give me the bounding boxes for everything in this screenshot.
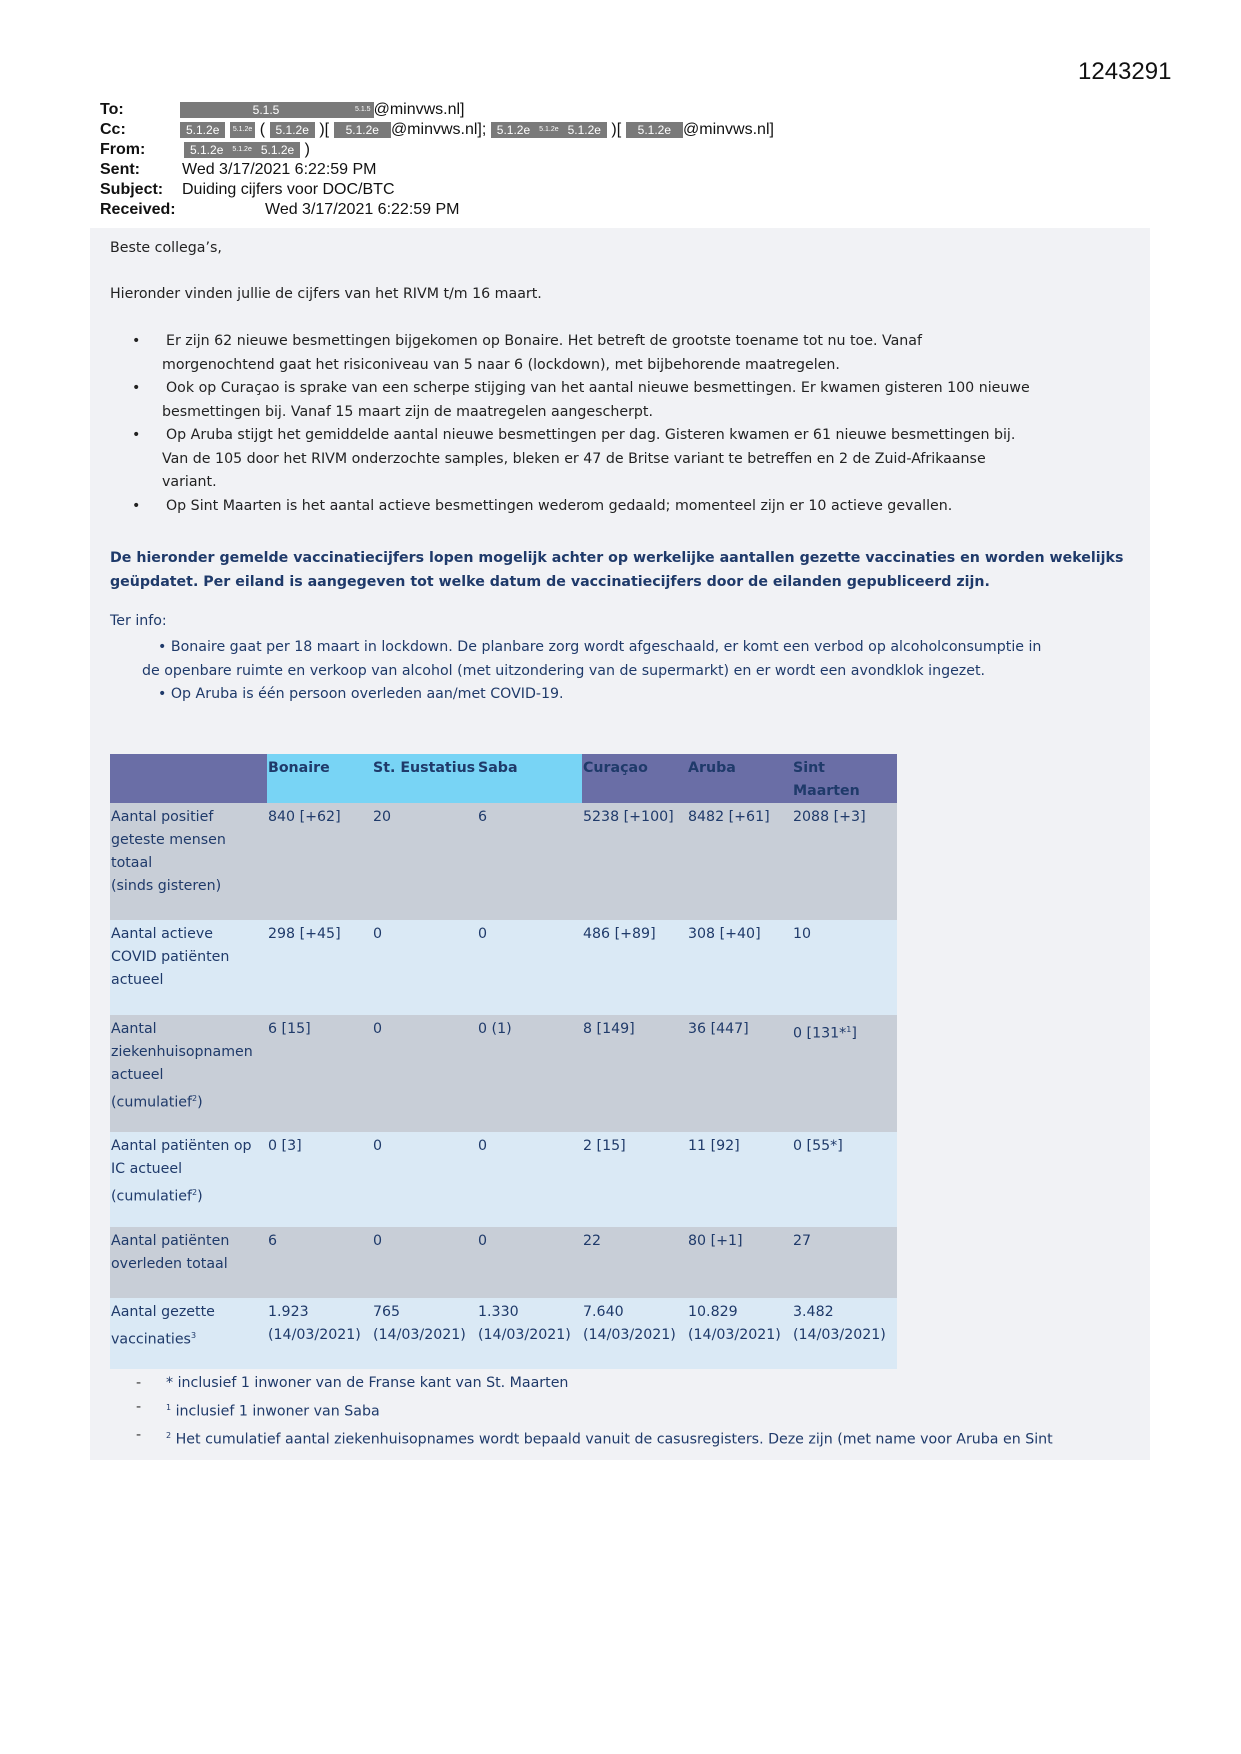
table-cell: 11 [92]: [687, 1132, 792, 1227]
sent-value: Wed 3/17/2021 6:22:59 PM: [182, 161, 377, 178]
redaction: 5.1.2e: [536, 122, 561, 138]
table-row: [110, 1298, 897, 1369]
table-cell: 1.923 (14/03/2021): [267, 1298, 372, 1369]
table-header-cell: St. Eustatius: [372, 754, 477, 803]
table-cell: 22: [582, 1227, 687, 1298]
bullet-item: • Ook op Curaçao is sprake van een scherpe stijging van het aantal nieuwe besmettingen. Er kwamen gisteren 100 nieuwe besmettingen bij. Vanaf 15 maart zijn de maatregelen aangescherpt.: [132, 380, 1030, 420]
footnote: - $^2$ Het cumulatief aantal ziekenhuisopnames wordt bepaald vanuit de casusregisters. Deze zijn (met name voor Aruba en Sint: [136, 1426, 1053, 1448]
update-bullets: [120, 330, 1120, 518]
ter-info-label: Ter info:: [110, 613, 167, 629]
redaction: 5.1.2e: [184, 142, 229, 158]
sent-label: Sent:: [100, 161, 140, 178]
table-cell: 0: [477, 1227, 582, 1298]
covid-figures-table: [110, 754, 897, 1369]
redaction: 5.1.2e: [562, 122, 607, 138]
redaction: 5.1.2e: [255, 142, 300, 158]
row-label: Aantal gezette vaccinaties$^3$: [110, 1298, 267, 1369]
from-label: From:: [100, 141, 146, 158]
table-cell: 80 [+1]: [687, 1227, 792, 1298]
table-header-cell: [110, 754, 267, 803]
table-cell: 8482 [+61]: [687, 803, 792, 920]
to-domain: @minvws.nl]: [373, 101, 465, 118]
table-cell: 6: [267, 1227, 372, 1298]
redaction: 5.1.2e: [229, 142, 254, 158]
table-row: [110, 920, 897, 1015]
received-value: Wed 3/17/2021 6:22:59 PM: [265, 201, 460, 218]
subject-label: Subject:: [100, 181, 164, 198]
table-cell: 298 [+45]: [267, 920, 372, 1015]
bullet-item: • Op Sint Maarten is het aantal actieve besmettingen wederom gedaald; momenteel zijn er 10 actieve gevallen.: [132, 497, 953, 514]
intro-text: Hieronder vinden jullie de cijfers van het RIVM t/m 16 maart.: [110, 286, 542, 302]
row-label: Aantal actieve COVID patiënten actueel: [110, 920, 267, 1015]
table-header-row: [110, 754, 897, 803]
table-cell: 0 [131*$^1$]: [792, 1015, 897, 1132]
table-header-cell: Aruba: [687, 754, 792, 803]
redaction: 5.1.2e: [334, 122, 391, 138]
redaction: 5.1.2e: [180, 122, 225, 138]
table-cell: 0 [55*]: [792, 1132, 897, 1227]
cc-domain-2: @minvws.nl]: [683, 121, 774, 138]
table-cell: 2 [15]: [582, 1132, 687, 1227]
table-header-cell: Bonaire: [267, 754, 372, 803]
table-cell: 36 [447]: [687, 1015, 792, 1132]
greeting: Beste collega’s,: [110, 240, 222, 256]
table-cell: 27: [792, 1227, 897, 1298]
table-cell: 765 (14/03/2021): [372, 1298, 477, 1369]
table-cell: 0: [372, 1015, 477, 1132]
table-cell: 10.829 (14/03/2021): [687, 1298, 792, 1369]
footnote: - $^1$ inclusief 1 inwoner van Saba: [136, 1398, 380, 1420]
bullet-item: • Er zijn 62 nieuwe besmettingen bijgekomen op Bonaire. Het betreft de grootste toename tot nu toe. Vanaf morgenochtend gaat het risiconiveau van 5 naar 6 (lockdown), met bijbehorende maatregelen.: [132, 333, 922, 373]
table-row: [110, 1015, 897, 1132]
row-label: Aantal ziekenhuisopnamen actueel (cumulatief$^2$): [110, 1015, 267, 1132]
table-cell: 3.482 (14/03/2021): [792, 1298, 897, 1369]
vaccination-note: De hieronder gemelde vaccinatiecijfers lopen mogelijk achter op werkelijke aantallen gezette vaccinaties en worden wekelijks geüpdatet. Per eiland is aangegeven tot welke datum de vaccinatiecijfers door de eilanden gepubliceerd zijn.: [110, 550, 1124, 590]
document-number: 1243291: [1078, 58, 1172, 85]
table-cell: 5238 [+100]: [582, 803, 687, 920]
table-cell: 6 [15]: [267, 1015, 372, 1132]
table-cell: 308 [+40]: [687, 920, 792, 1015]
table-cell: 840 [+62]: [267, 803, 372, 920]
redaction: 5.1.5: [352, 102, 374, 118]
table-cell: 1.330 (14/03/2021): [477, 1298, 582, 1369]
table-cell: 0: [372, 1227, 477, 1298]
table-row: [110, 1132, 897, 1227]
table-row: [110, 803, 897, 920]
table-cell: 8 [149]: [582, 1015, 687, 1132]
redaction: 5.1.2e: [491, 122, 536, 138]
redaction: 5.1.2e: [230, 122, 255, 138]
to-label: To:: [100, 101, 124, 118]
cc-domain-1: @minvws.nl];: [390, 121, 487, 138]
redaction: 5.1.2e: [626, 122, 683, 138]
table-cell: 6: [477, 803, 582, 920]
table-cell: 0: [477, 920, 582, 1015]
cc-label: Cc:: [100, 121, 126, 138]
table-cell: 0: [372, 920, 477, 1015]
footnotes: [136, 1372, 1053, 1452]
table-cell: 7.640 (14/03/2021): [582, 1298, 687, 1369]
table-cell: 20: [372, 803, 477, 920]
info-item: • Bonaire gaat per 18 maart in lockdown. De planbare zorg wordt afgeschaald, er komt een verbod op alcoholconsumptie in de openbare ruimte en verkoop van alcohol (met uitzondering van de supermarkt) en er wordt een avondklok ingezet.: [142, 639, 1042, 679]
info-item: • Op Aruba is één persoon overleden aan/met COVID-19.: [158, 686, 564, 702]
table-cell: 486 [+89]: [582, 920, 687, 1015]
footnote: - * inclusief 1 inwoner van de Franse kant van St. Maarten: [136, 1375, 569, 1391]
row-label: Aantal patiënten overleden totaal: [110, 1227, 267, 1298]
email-body: [90, 228, 1150, 1460]
redaction: 5.1.5: [180, 102, 352, 118]
subject-value: Duiding cijfers voor DOC/BTC: [182, 181, 395, 198]
table-cell: 0: [477, 1132, 582, 1227]
table-cell: 0 [3]: [267, 1132, 372, 1227]
info-list: [142, 636, 1158, 707]
table-cell: 0: [372, 1132, 477, 1227]
table-row: [110, 1227, 897, 1298]
received-label: Received:: [100, 201, 176, 218]
row-label: Aantal positief geteste mensen totaal (sinds gisteren): [110, 803, 267, 920]
table-header-cell: Sint Maarten: [792, 754, 897, 803]
table-header-cell: Saba: [477, 754, 582, 803]
table-cell: 10: [792, 920, 897, 1015]
table-cell: 2088 [+3]: [792, 803, 897, 920]
bullet-item: • Op Aruba stijgt het gemiddelde aantal nieuwe besmettingen per dag. Gisteren kwamen er 61 nieuwe besmettingen bij. Van de 105 door het RIVM onderzochte samples, bleken er 47 de Britse variant te betreffen en 2 de Zuid-Afrikaanse variant.: [132, 427, 1016, 490]
table-header-cell: Curaçao: [582, 754, 687, 803]
table-cell: 0 (1): [477, 1015, 582, 1132]
redaction: 5.1.2e: [270, 122, 315, 138]
row-label: Aantal patiënten op IC actueel (cumulatief$^2$): [110, 1132, 267, 1227]
